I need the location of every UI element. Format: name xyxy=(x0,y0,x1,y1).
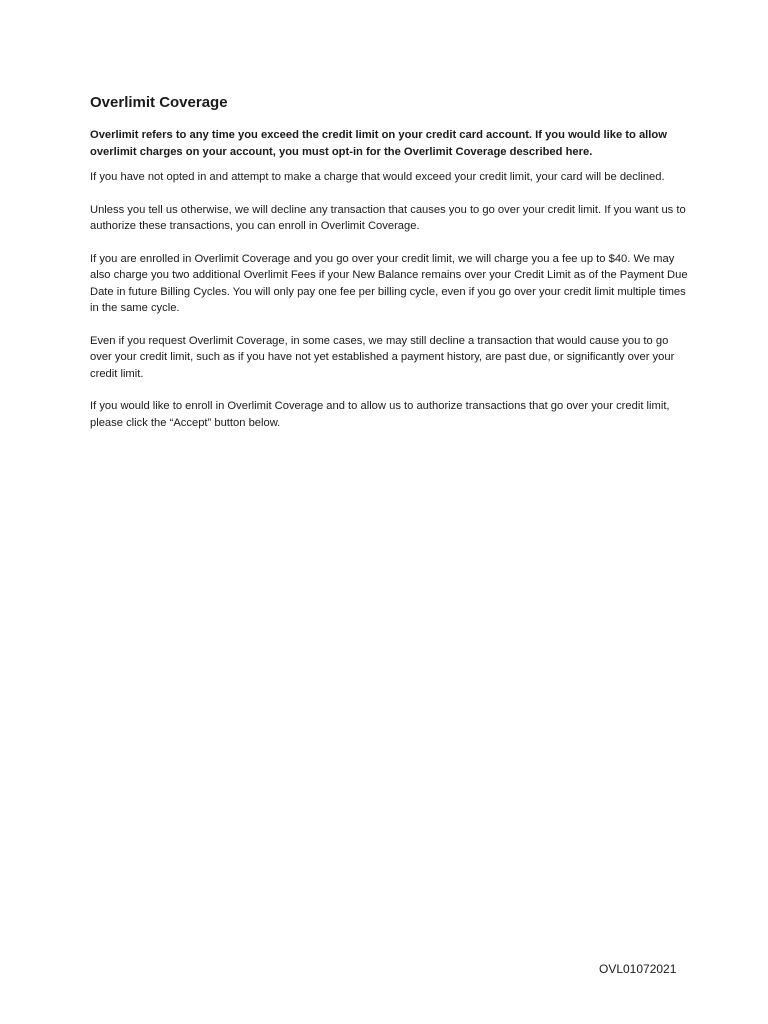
paragraph-decline-default: Unless you tell us otherwise, we will decline any transaction that causes you to go over your credit limit. If you want us to authorize these transactions, you can enroll in Overlimit Coverage. xyxy=(90,203,686,232)
document-body xyxy=(90,92,690,447)
intro-paragraph: Overlimit refers to any time you exceed the credit limit on your credit card account. If you would like to allow overlimit charges on your account, you must opt-in for the Overlimit Coverage described here. xyxy=(90,129,667,158)
paragraph-fees: If you are enrolled in Overlimit Coverage and you go over your credit limit, we will charge you a fee up to $40. We may also charge you two additional Overlimit Fees if your New Balance remains over your Credit Limit as of the Payment Due Date in future Billing Cycles. You will only pay one fee per billing cycle, even if you go over your credit limit multiple times in the same cycle. xyxy=(90,252,688,314)
page-title: Overlimit Coverage xyxy=(90,94,228,111)
paragraph-opt-in-declined: If you have not opted in and attempt to make a charge that would exceed your credit limit, your card will be declined. xyxy=(90,171,665,183)
paragraph-enroll-accept: If you would like to enroll in Overlimit Coverage and to allow us to authorize transactions that go over your credit limit, please click the “Accept” button below. xyxy=(90,400,670,429)
paragraph-may-still-decline: Even if you request Overlimit Coverage, in some cases, we may still decline a transaction that would cause you to go over your credit limit, such as if you have not yet established a payment history, are past due, or significantly over your credit limit. xyxy=(90,334,675,380)
document-code: OVL01072021 xyxy=(599,962,677,976)
